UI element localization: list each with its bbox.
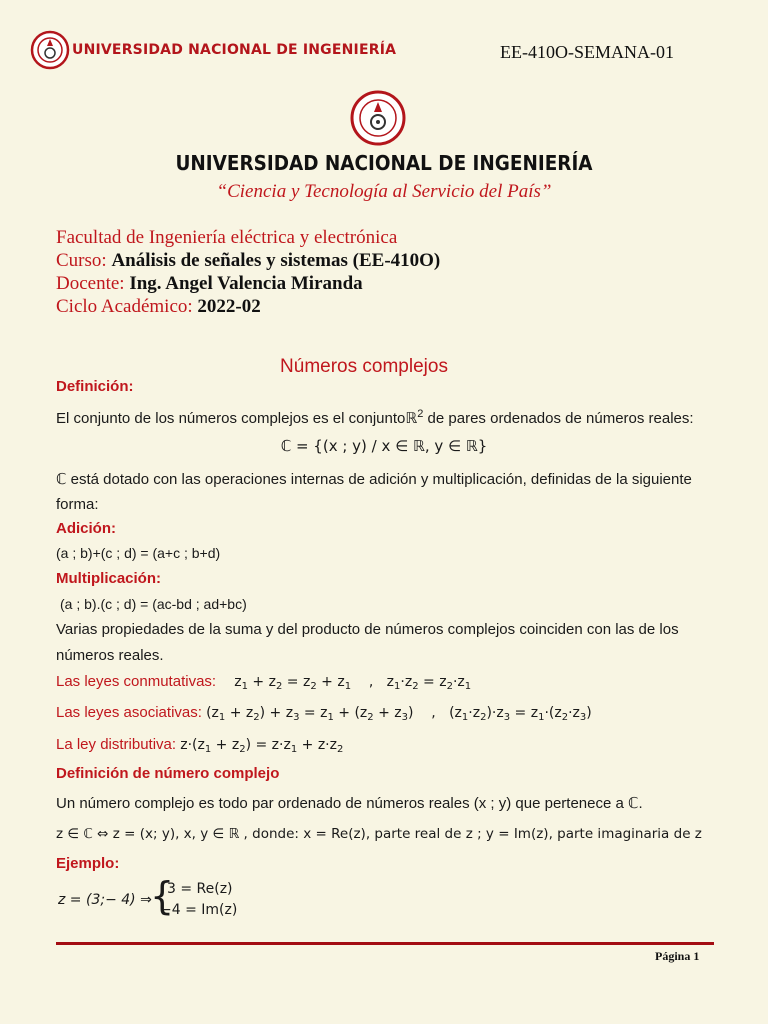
associative-line (56, 704, 592, 723)
teacher-line (56, 273, 363, 295)
properties-line-2: números reales. (56, 647, 164, 664)
distributive-formula: $z\cdot(z_1 + z_2) = z\cdot z_1 + z\cdot z_2$ (180, 737, 344, 755)
commutative-label: Las leyes conmutativas: (56, 673, 217, 690)
commutative-formula: $z_1 + z_2 = z_2 + z_1$ , $z_1\cdot z_2 = z_2\cdot z_1$ (234, 674, 472, 692)
example-left: z = (3;− 4) ⇒ (58, 892, 152, 908)
course-label: Curso: (56, 250, 107, 271)
associative-label: Las leyes asociativas: (56, 704, 202, 721)
cycle-value: 2022-02 (197, 296, 261, 317)
faculty: Facultad de Ingeniería eléctrica y electrónica (56, 227, 398, 248)
definition-text (56, 408, 694, 427)
distributive-label: La ley distributiva: (56, 736, 177, 753)
cycle-line (56, 296, 261, 318)
faculty-line (56, 227, 397, 249)
cover-motto: “Ciencia y Tecnología al Servicio del País” (216, 181, 552, 202)
cover-university: UNIVERSIDAD NACIONAL DE INGENIERÍA (175, 151, 593, 175)
set-exponent: 2 (417, 408, 424, 420)
footer-divider (56, 942, 714, 945)
set-symbol: ℝ (405, 410, 418, 427)
operations-line-1: ℂ está dotado con las operaciones internas de adición y multiplicación, definidas de la siguiente (56, 471, 692, 488)
properties-line-1: Varias propiedades de la suma y del producto de números complejos coinciden con las de los (56, 621, 679, 638)
brace-icon: { (150, 874, 175, 918)
course-value: Análisis de señales y sistemas (EE-410O) (111, 250, 441, 271)
complex-number-definition-formula: z ∈ ℂ ⇔ z = (x; y), x, y ∈ ℝ , donde: x = Re(z), parte real de z ; y = Im(z), parte imaginaria de z (56, 826, 702, 842)
definition-text-b: de pares ordenados de números reales: (423, 410, 694, 427)
commutative-line (56, 673, 471, 692)
distributive-line (56, 736, 343, 755)
university-seal-small-icon (30, 30, 70, 70)
addition-formula: (a ; b)+(c ; d) = (a+c ; b+d) (56, 545, 221, 561)
definition-heading: Definición: (56, 378, 134, 395)
course-line (56, 250, 440, 272)
addition-heading: Adición: (56, 520, 116, 537)
example-imaginary-part: −4 = Im(z) (160, 902, 238, 918)
teacher-label: Docente: (56, 273, 125, 294)
complex-number-definition-heading: Definición de número complejo (56, 765, 280, 782)
example-real-part: 3 = Re(z) (167, 881, 233, 897)
operations-line-2: forma: (56, 496, 99, 513)
multiplication-formula: (a ; b).(c ; d) = (ac-bd ; ad+bc) (60, 596, 247, 612)
cycle-label: Ciclo Académico: (56, 296, 193, 317)
set-formula: ℂ = {(x ; y) / x ∈ ℝ, y ∈ ℝ} (280, 437, 488, 455)
header-course-code: EE-410O-SEMANA-01 (500, 42, 674, 62)
university-seal-icon (350, 90, 406, 146)
example-heading: Ejemplo: (56, 855, 120, 872)
teacher-value: Ing. Angel Valencia Miranda (129, 273, 363, 294)
multiplication-heading: Multiplicación: (56, 570, 161, 587)
section-title: Números complejos (280, 356, 448, 377)
definition-text-a: El conjunto de los números complejos es el conjunto (56, 410, 406, 427)
page-number: Página 1 (655, 949, 700, 963)
header-university: UNIVERSIDAD NACIONAL DE INGENIERÍA (72, 42, 397, 58)
associative-formula: $(z_1 + z_2) + z_3 = z_1 + (z_2 + z_3)$ , $(z_1\cdot z_2)\cdot z_3 = z_1\cdot(z_2\cdot z_3)$ (206, 705, 592, 723)
complex-number-definition-text: Un número complejo es todo par ordenado de números reales (x ; y) que pertenece a ℂ. (56, 795, 643, 812)
